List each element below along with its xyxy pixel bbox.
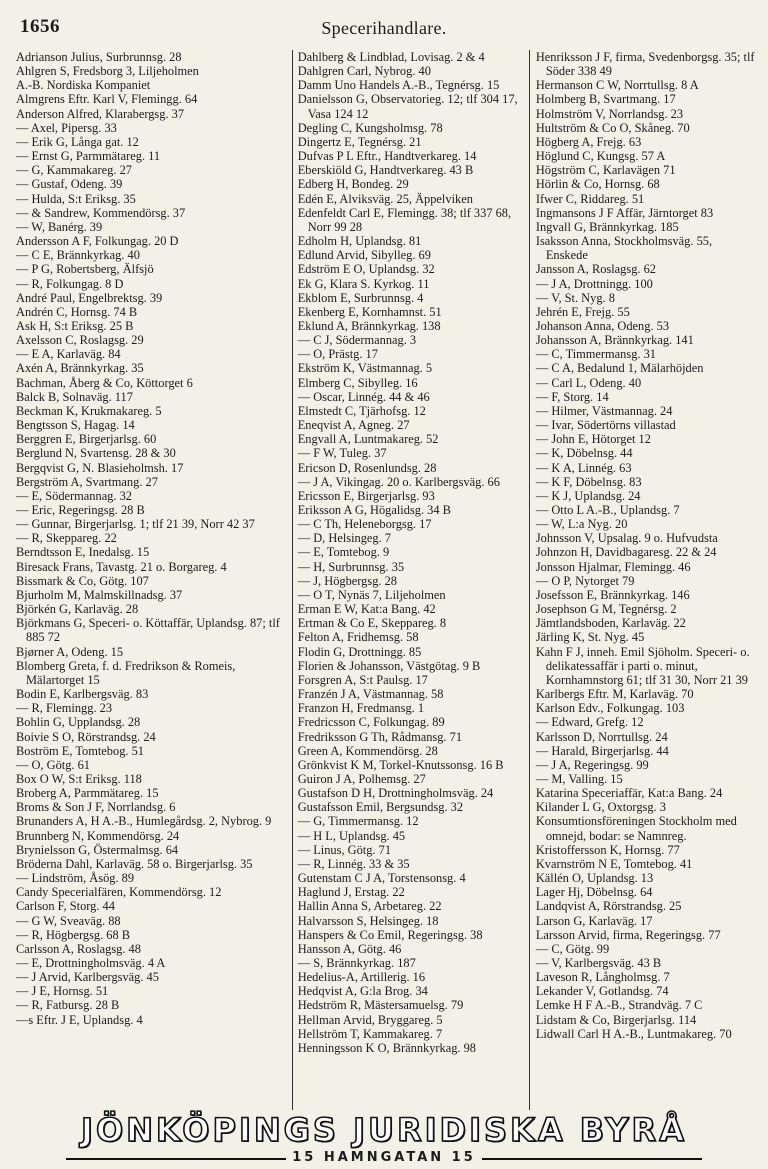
directory-entry: Lidwall Carl H A.-B., Luntmakareg. 70 [535, 1026, 732, 1041]
directory-entry: Edström E O, Uplandsg. 32 [297, 262, 435, 277]
directory-entry: Franzén J A, Västmannag. 58 [297, 687, 444, 702]
decorative-rule-right [482, 1158, 702, 1160]
directory-entry: — H, Surbrunnsg. 35 [297, 559, 405, 574]
directory-entry: — E, Drottningholmsväg. 4 A [16, 956, 166, 970]
directory-entry: Brunanders A, H A.-B., Humlegårdsg. 2, Nybrog. 9 [16, 814, 272, 829]
directory-entry: Degling C, Kungsholmsg. 78 [297, 120, 443, 135]
directory-entry: Fredriksson G Th, Rådmansg. 71 [297, 729, 463, 744]
directory-entry: — Gustaf, Odeng. 39 [16, 177, 123, 192]
directory-entry: — H L, Uplandsg. 45 [297, 828, 406, 843]
directory-entry: Berggren E, Birgerjarlsg. 60 [16, 432, 157, 447]
advertisement-address-row [16, 1150, 752, 1166]
directory-entry: Bergqvist G, N. Blasieholmsh. 17 [16, 460, 184, 475]
directory-entry: Hedqvist A, G:la Brog. 34 [297, 984, 428, 999]
directory-entry: Balck B, Solnaväg. 117 [16, 389, 133, 404]
directory-entry: Gustafson D H, Drottningholmsväg. 24 [297, 786, 494, 801]
directory-entry: Bengtsson S, Hagag. 14 [16, 418, 135, 433]
directory-entry: — C E, Brännkyrkag. 40 [16, 248, 140, 263]
directory-entry: Forsgren A, S:t Paulsg. 17 [297, 672, 428, 687]
directory-entry: Almgrens Eftr. Karl V, Flemingg. 64 [16, 92, 198, 107]
directory-entry: — R, Skeppareg. 22 [16, 531, 117, 546]
directory-entry: Holmberg B, Svartmang. 17 [535, 92, 676, 107]
directory-entry: — J Arvid, Karlbergsväg. 45 [16, 970, 159, 985]
directory-entry: Andrén C, Hornsg. 74 B [16, 304, 138, 319]
directory-entry: Carlson F, Storg. 44 [16, 899, 115, 914]
directory-entry: Eriksson A G, Högalidsg. 34 B [297, 503, 451, 517]
directory-entry: Henriksson J F, firma, Svedenborgsg. 35; tlf Söder 338 49 [535, 50, 755, 79]
directory-entry: Flodin G, Drottningg. 85 [297, 644, 422, 659]
directory-entry: — D, Helsingeg. 7 [297, 531, 391, 546]
directory-entry: Blomberg Greta, f. d. Fredrikson & Romeis, Mälartorget 15 [16, 658, 236, 687]
directory-entry: — C J, Södermannag. 3 [297, 333, 417, 348]
directory-entry: Jämtlandsboden, Karlaväg. 22 [535, 616, 686, 631]
directory-entry: Hedelius-A, Artillerig. 16 [297, 970, 426, 985]
directory-entry: Elmstedt C, Tjärhofsg. 12 [297, 403, 426, 418]
directory-entry: Ingmansons J F Affär, Järntorget 83 [535, 205, 714, 220]
directory-column-1 [16, 50, 292, 1110]
directory-entry: — R, Linnég. 33 & 35 [297, 856, 410, 871]
directory-entry: — K, Döbelnsg. 44 [535, 446, 633, 461]
directory-entry: Ifwer C, Riddareg. 51 [535, 191, 645, 206]
directory-entry: Hedström R, Mästersamuelsg. 79 [297, 998, 464, 1013]
directory-entry: Kristoffersson K, Hornsg. 77 [535, 842, 680, 857]
page-number: 1656 [20, 16, 60, 37]
directory-entry: — V, St. Nyg. 8 [535, 290, 615, 305]
directory-entry: Elmberg C, Sibylleg. 16 [297, 375, 418, 390]
directory-entry: — S, Brännkyrkag. 187 [297, 956, 416, 970]
directory-entry: Larsson Arvid, firma, Regeringsg. 77 [535, 927, 721, 942]
directory-entry: Larson G, Karlaväg. 17 [535, 913, 653, 928]
directory-entry: — Erik G, Långa gat. 12 [16, 134, 139, 149]
directory-entry: Eberskiöld G, Handtverkareg. 43 B [297, 163, 474, 178]
directory-entry: Kahn F J, inneh. Emil Sjöholm. Speceri- o. delikatessaffär i parti o. minut, Kornhamnstorg 61; tlf 31 30, Norr 21 39 [535, 644, 750, 687]
directory-entry: Brunnberg N, Kommendörsg. 24 [16, 828, 180, 843]
directory-entry: Hallin Anna S, Arbetareg. 22 [297, 899, 442, 914]
directory-entry: Lidstam & Co, Birgerjarlsg. 114 [535, 1012, 697, 1027]
directory-entry: Edén E, Alviksväg. 25, Äppelviken [297, 191, 473, 206]
advertisement-banner [16, 1112, 752, 1164]
directory-entry: Dingertz E, Tegnérsg. 21 [297, 134, 422, 149]
directory-entry: Gustafsson Emil, Bergsundsg. 32 [297, 800, 464, 815]
directory-entry: Höglund C, Kungsg. 57 A [535, 149, 666, 164]
directory-entry: — O P, Nytorget 79 [535, 573, 635, 588]
directory-entry: Ek G, Klara S. Kyrkog. 11 [297, 276, 430, 291]
directory-entry: Lager Hj, Döbelnsg. 64 [535, 885, 653, 900]
directory-entry: — Oscar, Linnég. 44 & 46 [297, 389, 430, 404]
directory-entry: Hermanson C W, Norrtullsg. 8 A [535, 78, 699, 93]
page-header [20, 16, 748, 44]
directory-entry: Bröderna Dahl, Karlaväg. 58 o. Birgerjarlsg. 35 [16, 856, 253, 871]
directory-columns [16, 50, 756, 1110]
directory-entry: Bohlin G, Upplandsg. 28 [16, 715, 141, 730]
directory-entry: Hellman Arvid, Bryggareg. 5 [297, 1012, 443, 1027]
directory-entry: Ertman & Co E, Skeppareg. 8 [297, 616, 447, 631]
directory-entry: Biresack Frans, Tavastg. 21 o. Borgareg. 4 [16, 559, 227, 574]
directory-entry: Björkmans G, Speceri- o. Köttaffär, Uplandsg. 87; tlf 885 72 [16, 616, 280, 645]
directory-entry: — Gunnar, Birgerjarlsg. 1; tlf 21 39, Norr 42 37 [16, 517, 255, 532]
directory-entry: Järling K, St. Nyg. 45 [535, 630, 645, 645]
directory-entry: — C, Timmermansg. 31 [535, 347, 656, 362]
directory-entry: — R, Folkungag. 8 D [16, 276, 124, 291]
directory-entry: Laveson R, Långholmsg. 7 [535, 970, 670, 985]
directory-entry: Andersson A F, Folkungag. 20 D [16, 234, 179, 249]
directory-entry: — J A, Vikingag. 20 o. Karlbergsväg. 66 [297, 474, 500, 489]
directory-entry: Anderson Alfred, Klarabergsg. 37 [16, 106, 185, 121]
directory-entry: Carlsson A, Roslagsg. 48 [16, 941, 141, 956]
directory-entry: — W, Banérg. 39 [16, 219, 103, 234]
directory-entry: Eklund A, Brännkyrkag. 138 [297, 318, 441, 333]
directory-entry: — O, Prästg. 17 [297, 347, 378, 362]
directory-entry: — G, Kammakareg. 27 [16, 163, 132, 178]
directory-entry: — R, Flemingg. 23 [16, 701, 113, 716]
directory-entry: André Paul, Engelbrektsg. 39 [16, 290, 163, 305]
directory-entry: — P G, Robertsberg, Älfsjö [16, 262, 154, 277]
directory-entry: — G W, Sveaväg. 88 [16, 913, 121, 928]
directory-entry: Bachman, Åberg & Co, Köttorget 6 [16, 375, 193, 390]
directory-entry: — Hilmer, Västmannag. 24 [535, 403, 673, 418]
directory-entry: — Axel, Pipersg. 33 [16, 120, 117, 135]
directory-entry: Adrianson Julius, Surbrunnsg. 28 [16, 50, 182, 64]
directory-entry: — Harald, Birgerjarlsg. 44 [535, 743, 669, 758]
directory-entry: Boivie S O, Rörstrandsg. 24 [16, 729, 156, 744]
directory-entry: Felton A, Fridhemsg. 58 [297, 630, 419, 645]
directory-entry: Källén O, Uplandsg. 13 [535, 871, 654, 886]
directory-entry: Hansson A, Götg. 46 [297, 941, 402, 956]
directory-entry: — Ernst G, Parmmätareg. 11 [16, 149, 161, 164]
directory-entry: Konsumtionsföreningen Stockholm med omnejd, bodar: se Namnreg. [535, 814, 737, 843]
directory-entry: Engvall A, Luntmakareg. 52 [297, 432, 439, 447]
directory-entry: Hellström T, Kammakareg. 7 [297, 1026, 443, 1041]
directory-entry: Ekström K, Västmannag. 5 [297, 361, 433, 376]
directory-entry: Ericsson E, Birgerjarlsg. 93 [297, 488, 435, 503]
directory-entry: Bergström A, Svartmang. 27 [16, 474, 158, 489]
directory-entry: Bissmark & Co, Götg. 107 [16, 573, 149, 588]
directory-entry: Karlson Edv., Folkungag. 103 [535, 701, 685, 716]
directory-entry: — Otto L A.-B., Uplandsg. 7 [535, 503, 680, 517]
directory-entry: Landqvist A, Rörstrandsg. 25 [535, 899, 682, 914]
directory-entry: — Hulda, S:t Eriksg. 35 [16, 191, 136, 206]
directory-entry: Hörlin & Co, Hornsg. 68 [535, 177, 660, 192]
directory-entry: Holmström V, Norrlandsg. 23 [535, 106, 684, 121]
directory-entry: —s Eftr. J E, Uplandsg. 4 [16, 1012, 143, 1027]
directory-entry: Candy Specerialfären, Kommendörsg. 12 [16, 885, 222, 900]
directory-entry: Högström C, Karlavägen 71 [535, 163, 676, 178]
directory-entry: Josephson G M, Tegnérsg. 2 [535, 602, 677, 617]
directory-entry: — W, L:a Nyg. 20 [535, 517, 628, 532]
directory-entry: Isaksson Anna, Stockholmsväg. 55, Enskede [535, 234, 713, 263]
directory-entry: Johanson Anna, Odeng. 53 [535, 318, 670, 333]
directory-entry: Broms & Son J F, Norrlandsg. 6 [16, 800, 176, 815]
directory-entry: Ericson D, Rosenlundsg. 28 [297, 460, 437, 475]
directory-entry: Jehrén E, Frejg. 55 [535, 304, 630, 319]
directory-entry: — F W, Tuleg. 37 [297, 446, 387, 461]
directory-entry: Boström E, Tomtebog. 51 [16, 743, 144, 758]
directory-column-3 [529, 50, 756, 1110]
directory-entry: Hanspers & Co Emil, Regeringsg. 38 [297, 927, 483, 942]
directory-entry: Beckman K, Krukmakareg. 5 [16, 403, 162, 418]
directory-entry: — J A, Drottningg. 100 [535, 276, 653, 291]
directory-entry: Högberg A, Frejg. 63 [535, 134, 642, 149]
directory-entry: Edlund Arvid, Sibylleg. 69 [297, 248, 431, 263]
directory-entry: Broberg A, Parmmätareg. 15 [16, 786, 159, 801]
directory-entry: Franzon H, Fredmansg. 1 [297, 701, 425, 716]
directory-entry: — Eric, Regeringsg. 28 B [16, 503, 145, 517]
directory-entry: — C A, Bedalund 1, Mälarhöjden [535, 361, 704, 376]
directory-entry: — E, Tomtebog. 9 [297, 545, 390, 560]
directory-entry: — John E, Hötorget 12 [535, 432, 651, 447]
directory-entry: Fredricsson C, Folkungag. 89 [297, 715, 445, 730]
directory-entry: — J A, Regeringsg. 99 [535, 757, 649, 772]
directory-entry: — V, Karlbergsväg. 43 B [535, 956, 662, 970]
directory-entry: — Carl L, Odeng. 40 [535, 375, 642, 390]
directory-entry: — F, Storg. 14 [535, 389, 609, 404]
directory-entry: Axelsson C, Roslagsg. 29 [16, 333, 144, 348]
directory-entry: — J, Högbergsg. 28 [297, 573, 397, 588]
directory-entry: Jonsson Hjalmar, Flemingg. 46 [535, 559, 691, 574]
directory-entry: Katarina Speceriaffär, Kat:a Bang. 24 [535, 786, 723, 801]
directory-entry: Bjørner A, Odeng. 15 [16, 644, 124, 659]
directory-entry: Ahlgren S, Fredsborg 3, Liljeholmen [16, 64, 199, 79]
section-title: Specerihandlare. [321, 18, 447, 38]
directory-entry: — C, Götg. 99 [535, 941, 610, 956]
directory-entry: — J E, Hornsg. 51 [16, 984, 109, 999]
directory-entry: — O, Götg. 61 [16, 757, 90, 772]
directory-entry: Dahlberg & Lindblad, Lovisag. 2 & 4 [297, 50, 485, 64]
directory-entry: Kilander L G, Oxtorgsg. 3 [535, 800, 666, 815]
directory-entry: Erman E W, Kat:a Bang. 42 [297, 602, 436, 617]
directory-entry: Grönkvist K M, Torkel-Knutssonsg. 16 B [297, 757, 504, 772]
directory-entry: Dahlgren Carl, Nybrog. 40 [297, 64, 431, 79]
directory-entry: Eneqvist A, Agneg. 27 [297, 418, 410, 433]
directory-entry: Edholm H, Uplandsg. 81 [297, 234, 422, 249]
directory-entry: Halvarsson S, Helsingeg. 18 [297, 913, 439, 928]
directory-entry: Brynielsson G, Östermalmsg. 64 [16, 842, 179, 857]
directory-entry: Ekenberg E, Kornhamnst. 51 [297, 304, 442, 319]
directory-entry: Ingvall G, Brännkyrkag. 185 [535, 219, 679, 234]
directory-entry: Hultström & Co O, Skåneg. 70 [535, 120, 690, 135]
directory-entry: — O T, Nynäs 7, Liljeholmen [297, 587, 446, 602]
directory-entry: Damm Uno Handels A.-B., Tegnérsg. 15 [297, 78, 500, 93]
directory-entry: Haglund J, Erstag. 22 [297, 885, 405, 900]
directory-entry: Ekblom E, Surbrunnsg. 4 [297, 290, 424, 305]
directory-entry: — Lindström, Åsög. 89 [16, 871, 135, 886]
directory-entry: Edberg H, Bondeg. 29 [297, 177, 409, 192]
directory-entry: Jansson A, Roslagsg. 62 [535, 262, 656, 277]
directory-entry: — M, Valling. 15 [535, 771, 623, 786]
directory-entry: — K A, Linnég. 63 [535, 460, 632, 475]
directory-entry: — K J, Uplandsg. 24 [535, 488, 641, 503]
directory-entry: Bjurholm M, Malmskillnadsg. 37 [16, 587, 183, 602]
directory-entry: Ask H, S:t Eriksg. 25 B [16, 318, 134, 333]
directory-entry: — R, Högbergsg. 68 B [16, 927, 131, 942]
advertisement-name: JÖNKÖPINGS JURIDISKA BYRÅ [81, 1111, 687, 1149]
advertisement-address: 15 HAMNGATAN 15 [292, 1150, 476, 1165]
directory-entry: A.-B. Nordiska Kompaniet [16, 78, 151, 93]
directory-entry: Box O W, S:t Eriksg. 118 [16, 771, 142, 786]
directory-entry: Florien & Johansson, Västgötag. 9 B [297, 658, 481, 673]
directory-entry: Berndtsson E, Inedalsg. 15 [16, 545, 150, 560]
directory-entry: — C Th, Heleneborgsg. 17 [297, 517, 432, 532]
directory-entry: Karlbergs Eftr. M, Karlaväg. 70 [535, 687, 694, 702]
directory-entry: — K F, Döbelnsg. 83 [535, 474, 642, 489]
directory-entry: — G, Timmermansg. 12 [297, 814, 419, 829]
directory-entry: Johnsson V, Upsalag. 9 o. Hufvudsta [535, 531, 718, 546]
directory-entry: Gutenstam C J A, Torstensonsg. 4 [297, 871, 466, 886]
directory-entry: Green A, Kommendörsg. 28 [297, 743, 438, 758]
directory-entry: Lekander V, Gotlandsg. 74 [535, 984, 669, 999]
directory-entry: Axén A, Brännkyrkag. 35 [16, 361, 144, 376]
directory-entry: Björkén G, Karlaväg. 28 [16, 602, 139, 617]
directory-entry: — Ivar, Södertörns villastad [535, 418, 676, 433]
directory-entry: — & Sandrew, Kommendörsg. 37 [16, 205, 186, 220]
directory-entry: — Linus, Götg. 71 [297, 842, 392, 857]
directory-column-2 [292, 50, 529, 1110]
directory-entry: Guiron J A, Polhemsg. 27 [297, 771, 426, 786]
directory-entry: Karlsson D, Norrtullsg. 24 [535, 729, 668, 744]
directory-entry: Johansson A, Brännkyrkag. 141 [535, 333, 694, 348]
directory-entry: — E, Södermannag. 32 [16, 488, 132, 503]
directory-entry: — E A, Karlaväg. 84 [16, 347, 121, 362]
directory-entry: Josefsson E, Brännkyrkag. 146 [535, 587, 690, 602]
directory-entry: Kvarnström N E, Tomtebog. 41 [535, 856, 693, 871]
directory-entry: Danielsson G, Observatorieg. 12; tlf 304 17, Vasa 124 12 [297, 92, 518, 121]
directory-entry: Henningsson K O, Brännkyrkag. 98 [297, 1040, 477, 1055]
directory-entry: Edenfeldt Carl E, Flemingg. 38; tlf 337 68, Norr 99 28 [297, 205, 512, 234]
directory-entry: Johnzon H, Davidbagaresg. 22 & 24 [535, 545, 717, 560]
directory-entry: — R, Fatbursg. 28 B [16, 998, 120, 1013]
directory-entry: Lemke H F A.-B., Strandväg. 7 C [535, 998, 703, 1013]
directory-entry: Berglund N, Svartensg. 28 & 30 [16, 446, 176, 461]
directory-entry: Bodin E, Karlbergsväg. 83 [16, 687, 149, 702]
directory-entry: Dufvas P L Eftr., Handtverkareg. 14 [297, 149, 477, 164]
directory-entry: — Edward, Grefg. 12 [535, 715, 644, 730]
